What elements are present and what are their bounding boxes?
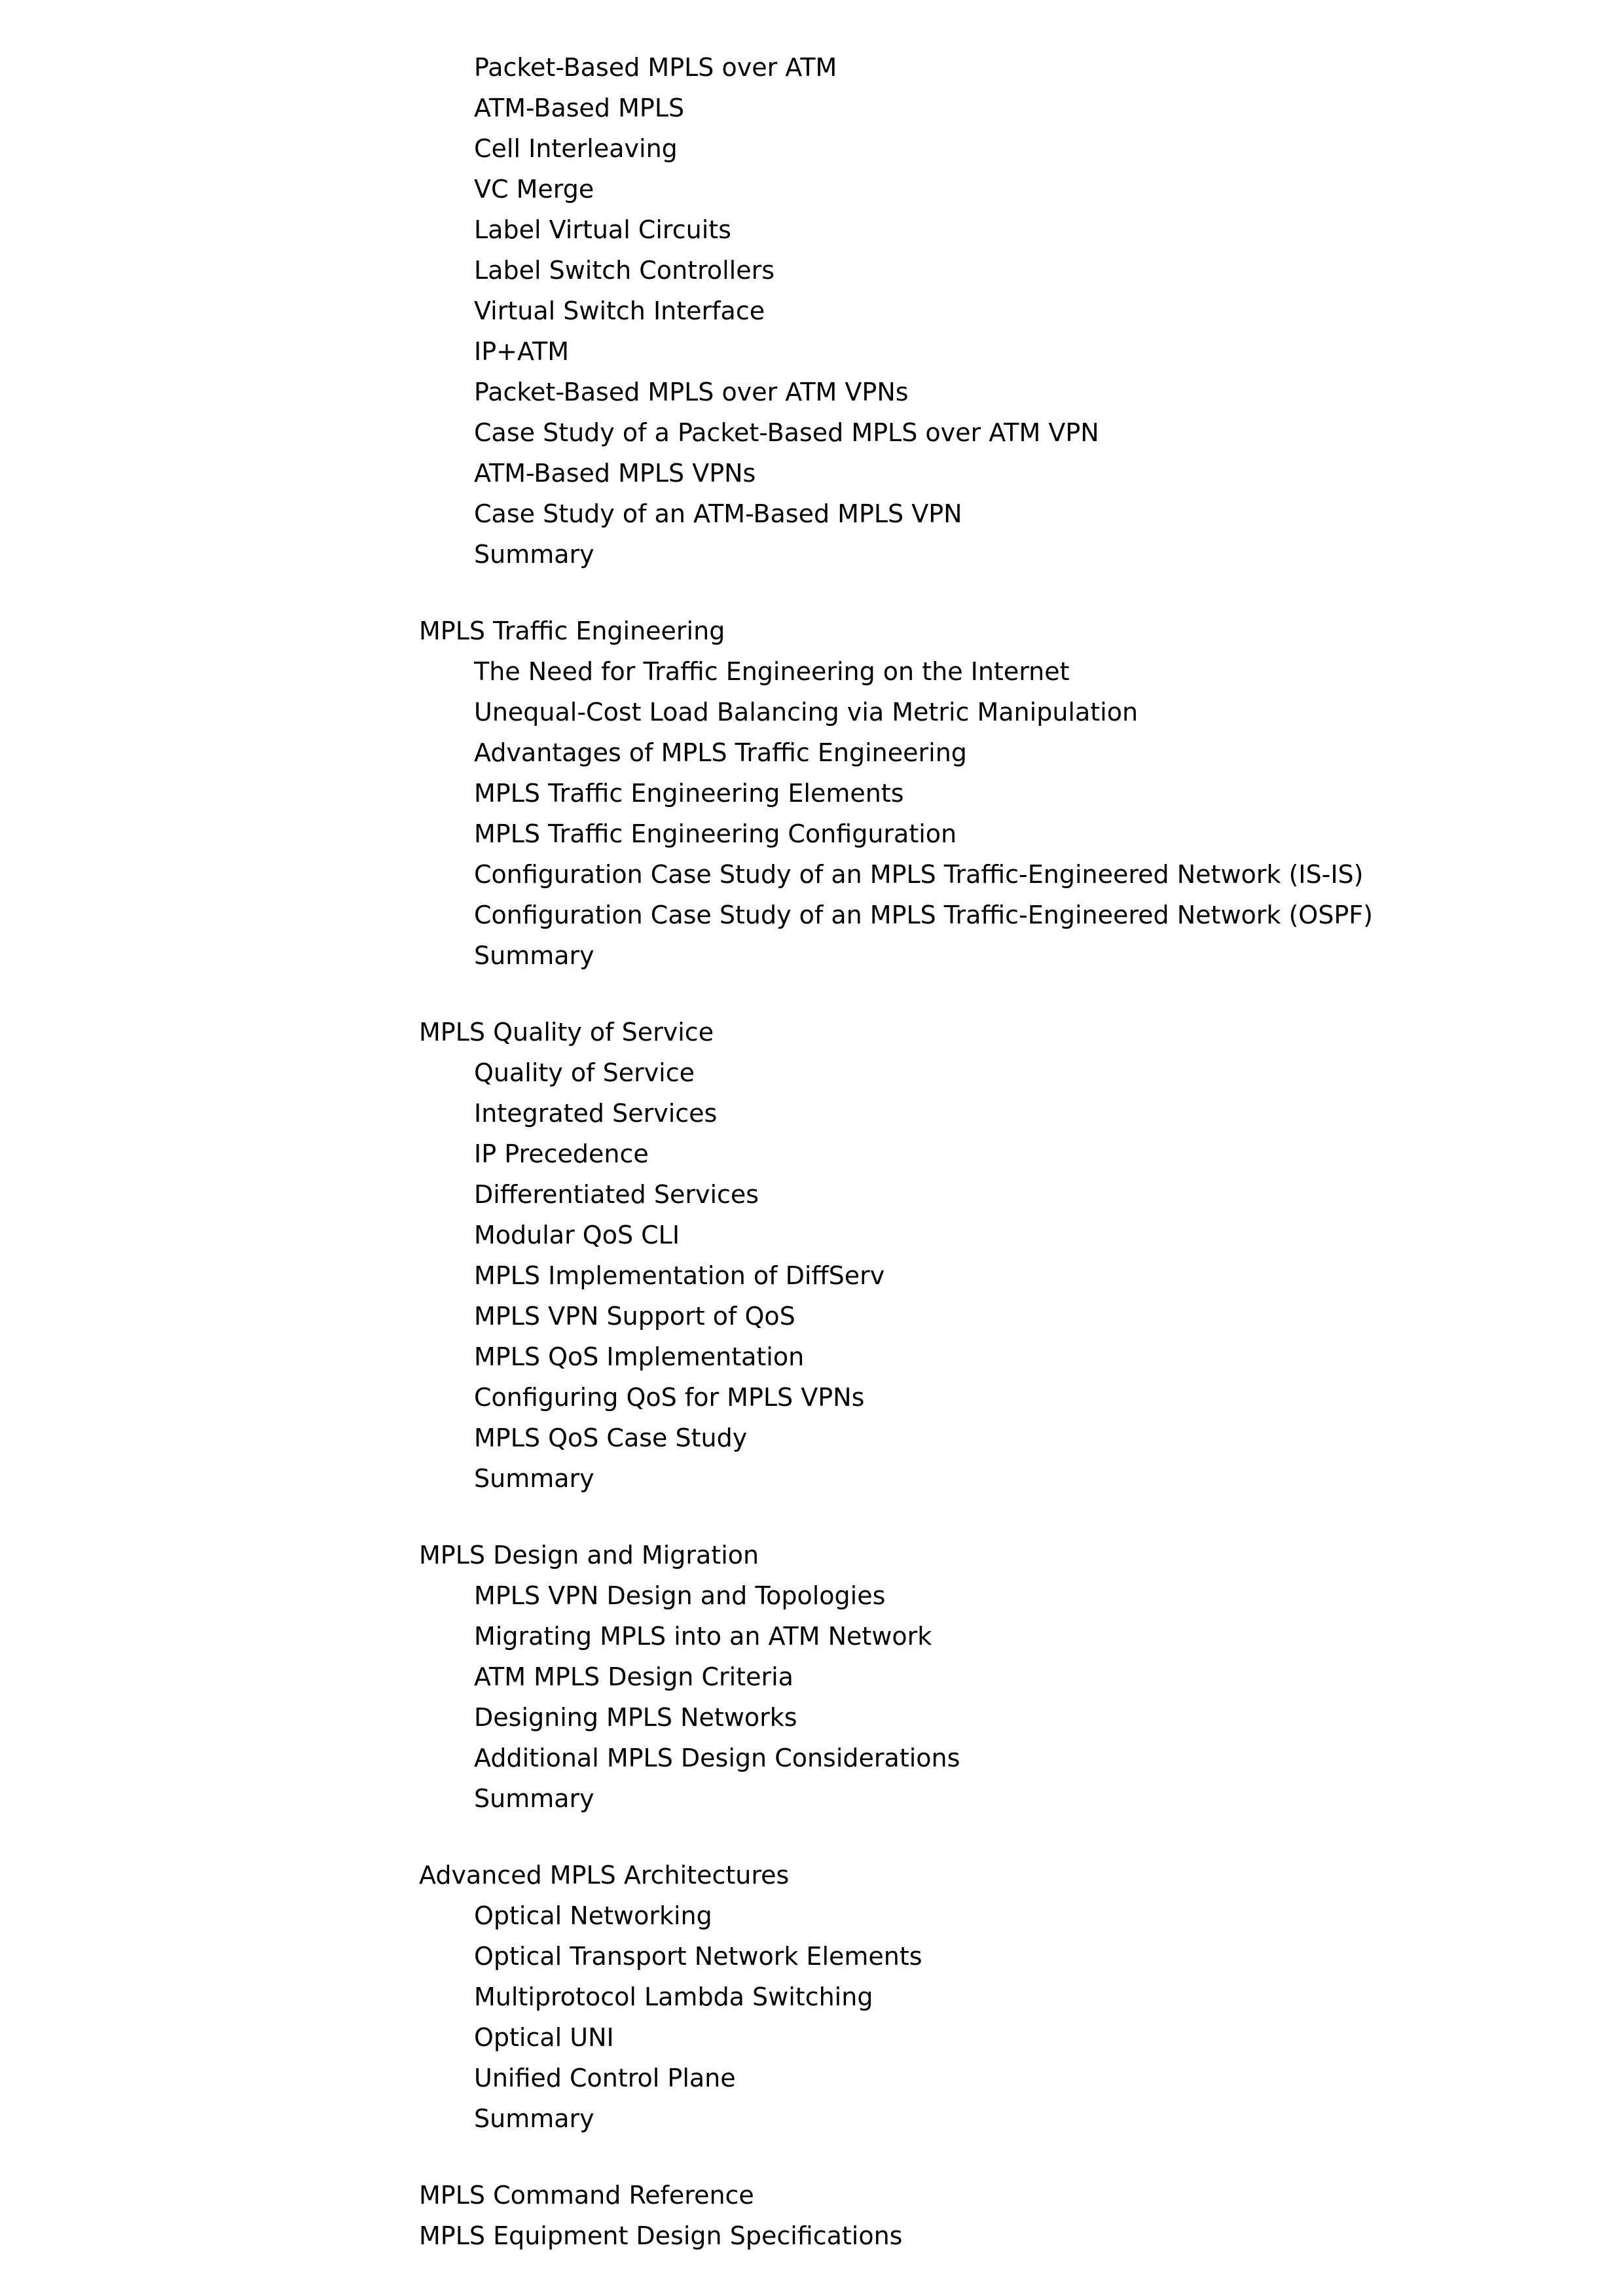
toc-subentry[interactable]: Differentiated Services [474,1180,759,1209]
toc-subentry[interactable]: Advantages of MPLS Traffic Engineering [474,738,967,767]
group-spacer [419,1499,1597,1535]
toc-subentry[interactable]: Configuring QoS for MPLS VPNs [474,1383,865,1412]
toc-subentry[interactable]: Integrated Services [474,1099,718,1128]
toc-subentry[interactable]: Label Virtual Circuits [474,215,731,244]
toc-chapter-title[interactable]: MPLS Traffic Engineering [419,617,725,645]
toc-subentry[interactable]: Additional MPLS Design Considerations [474,1744,960,1772]
toc-subentry[interactable]: Configuration Case Study of an MPLS Traffic-Engineered Network (OSPF) [474,901,1373,929]
toc-subentry[interactable]: Multiprotocol Lambda Switching [474,1982,873,2011]
toc-subentry[interactable]: Summary [474,540,594,569]
toc-group [419,1012,1597,1499]
toc-group [419,611,1597,976]
toc-subentry[interactable]: MPLS QoS Case Study [474,1424,748,1452]
toc-subentry[interactable]: Designing MPLS Networks [474,1703,797,1732]
toc-subentry[interactable]: Summary [474,941,594,970]
toc-subentry[interactable]: Configuration Case Study of an MPLS Traffic-Engineered Network (IS-IS) [474,860,1364,889]
toc-subentry[interactable]: Label Switch Controllers [474,256,775,285]
group-spacer [419,1819,1597,1855]
toc-subentry[interactable]: MPLS Implementation of DiffServ [474,1261,885,1290]
toc-subentry[interactable]: MPLS VPN Design and Topologies [474,1581,886,1610]
toc-chapter-title[interactable]: Advanced MPLS Architectures [419,1861,790,1890]
toc-subentry[interactable]: Summary [474,1464,594,1493]
toc-subentry[interactable]: Summary [474,1784,594,1813]
toc-subentry[interactable]: Case Study of an ATM-Based MPLS VPN [474,499,962,528]
toc-subentry[interactable]: MPLS Traffic Engineering Elements [474,779,904,808]
toc-subentry[interactable]: Virtual Switch Interface [474,296,765,325]
toc-group [419,2215,1597,2256]
toc-chapter-title[interactable]: MPLS Command Reference [419,2181,754,2210]
toc-subentry[interactable]: Optical Networking [474,1901,712,1930]
toc-subentry[interactable]: VC Merge [474,175,594,204]
toc-subentry[interactable]: ATM-Based MPLS VPNs [474,459,756,488]
toc-group [419,47,1597,575]
group-spacer [419,2139,1597,2175]
toc-subentry[interactable]: Packet-Based MPLS over ATM [474,53,837,82]
toc-subentry[interactable]: MPLS QoS Implementation [474,1342,805,1371]
toc-subentry[interactable]: Migrating MPLS into an ATM Network [474,1622,932,1651]
toc-subentry[interactable]: Case Study of a Packet-Based MPLS over ATM VPN [474,418,1099,447]
toc-subentry[interactable]: The Need for Traffic Engineering on the Internet [474,657,1070,686]
toc-group [419,2175,1597,2215]
toc-subentry[interactable]: MPLS VPN Support of QoS [474,1302,795,1331]
toc-subentry[interactable]: Packet-Based MPLS over ATM VPNs [474,378,909,406]
toc-subentry[interactable]: IP Precedence [474,1139,649,1168]
toc-subentry[interactable]: Unified Control Plane [474,2064,736,2092]
toc-subentry[interactable]: Summary [474,2104,594,2133]
toc-subentry[interactable]: IP+ATM [474,337,570,366]
toc-subentry[interactable]: ATM MPLS Design Criteria [474,1662,793,1691]
table-of-contents [419,47,1597,2256]
toc-chapter-title[interactable]: MPLS Equipment Design Specifications [419,2221,903,2250]
toc-chapter-title[interactable]: MPLS Quality of Service [419,1018,714,1047]
group-spacer [419,575,1597,611]
toc-subentry[interactable]: ATM-Based MPLS [474,94,685,122]
toc-group [419,1535,1597,1819]
toc-subentry[interactable]: Optical UNI [474,2023,614,2052]
toc-group [419,1855,1597,2139]
toc-subentry[interactable]: MPLS Traffic Engineering Configuration [474,819,957,848]
group-spacer [419,976,1597,1012]
toc-subentry[interactable]: Quality of Service [474,1058,695,1087]
toc-chapter-title[interactable]: MPLS Design and Migration [419,1541,759,1570]
toc-subentry[interactable]: Unequal-Cost Load Balancing via Metric Manipulation [474,698,1139,726]
toc-subentry[interactable]: Optical Transport Network Elements [474,1942,922,1971]
toc-subentry[interactable]: Cell Interleaving [474,134,678,163]
toc-subentry[interactable]: Modular QoS CLI [474,1221,680,1249]
